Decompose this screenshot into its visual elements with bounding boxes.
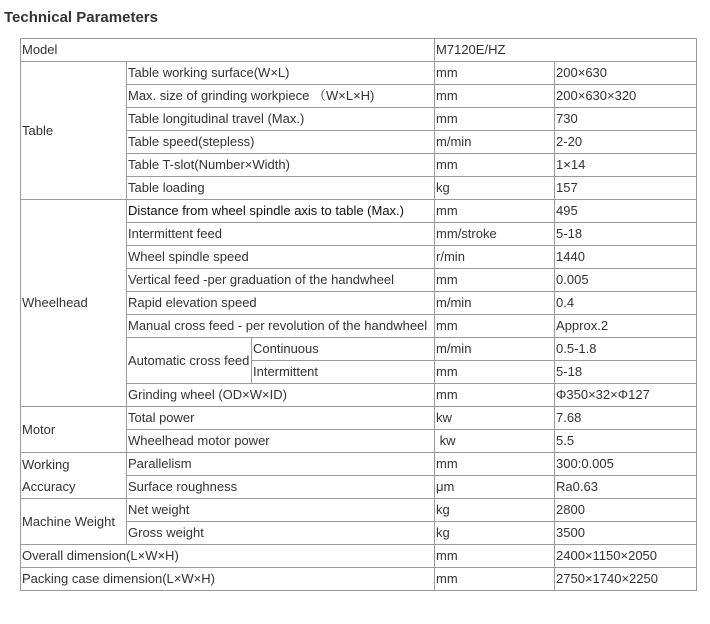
param-unit: r/min <box>435 246 555 269</box>
param-value: 300:0.005 <box>555 453 697 476</box>
param-name: Rapid elevation speed <box>127 292 435 315</box>
param-name: Distance from wheel spindle axis to table (Max.) <box>127 200 435 223</box>
param-value: Φ350×32×Φ127 <box>555 384 697 407</box>
param-value: 3500 <box>555 522 697 545</box>
param-unit: mm <box>435 154 555 177</box>
param-unit: mm <box>435 384 555 407</box>
param-value: 200×630 <box>555 62 697 85</box>
param-unit: m/min <box>435 131 555 154</box>
param-name: Grinding wheel (OD×W×ID) <box>127 384 435 407</box>
param-unit: kg <box>435 522 555 545</box>
model-label: Model <box>21 39 435 62</box>
group-label-motor: Motor <box>21 407 127 453</box>
param-value: 730 <box>555 108 697 131</box>
param-name: Wheel spindle speed <box>127 246 435 269</box>
param-name: Net weight <box>127 499 435 522</box>
param-unit: kw <box>435 430 555 453</box>
table-row <box>21 499 697 522</box>
param-name: Vertical feed -per graduation of the handwheel <box>127 269 435 292</box>
param-unit: mm/stroke <box>435 223 555 246</box>
auto-cross-feed-label: Automatic cross feed <box>127 338 252 384</box>
param-unit: mm <box>435 568 555 591</box>
param-value: 5-18 <box>555 361 697 384</box>
param-unit: mm <box>435 315 555 338</box>
param-subname: Continuous <box>252 338 435 361</box>
param-unit: kg <box>435 499 555 522</box>
param-name: Parallelism <box>127 453 435 476</box>
param-value: 157 <box>555 177 697 200</box>
table-row <box>21 453 697 476</box>
group-label-table: Table <box>21 62 127 200</box>
param-name: Table loading <box>127 177 435 200</box>
table-row <box>21 39 697 62</box>
param-value: 0.4 <box>555 292 697 315</box>
overall-dimension-label: Overall dimension(L×W×H) <box>21 545 435 568</box>
param-unit: mm <box>435 62 555 85</box>
param-value: 200×630×320 <box>555 85 697 108</box>
param-value: Approx.2 <box>555 315 697 338</box>
table-row <box>21 568 697 591</box>
group-label-machine-weight: Machine Weight <box>21 499 127 545</box>
table-row <box>21 407 697 430</box>
table-row <box>21 545 697 568</box>
param-unit: m/min <box>435 292 555 315</box>
param-value: 0.005 <box>555 269 697 292</box>
param-value: 2750×1740×2250 <box>555 568 697 591</box>
param-unit: m/min <box>435 338 555 361</box>
page-title: Technical Parameters <box>4 9 158 26</box>
param-name: Table working surface(W×L) <box>127 62 435 85</box>
param-value: 2-20 <box>555 131 697 154</box>
param-value: 7.68 <box>555 407 697 430</box>
param-value: Ra0.63 <box>555 476 697 499</box>
table-row <box>21 200 697 223</box>
group-label-working-accuracy: Working Accuracy <box>21 453 127 499</box>
param-value: 5-18 <box>555 223 697 246</box>
param-unit: mm <box>435 361 555 384</box>
param-value: 2800 <box>555 499 697 522</box>
table-row <box>21 62 697 85</box>
model-value: M7120E/HZ <box>435 39 697 62</box>
param-value: 5.5 <box>555 430 697 453</box>
param-name: Total power <box>127 407 435 430</box>
param-value: 0.5-1.8 <box>555 338 697 361</box>
param-unit: kw <box>435 407 555 430</box>
technical-parameters-table <box>20 38 697 591</box>
param-unit: mm <box>435 200 555 223</box>
group-label-wheelhead: Wheelhead <box>21 200 127 407</box>
param-unit: kg <box>435 177 555 200</box>
param-value: 2400×1150×2050 <box>555 545 697 568</box>
param-name: Table T-slot(Number×Width) <box>127 154 435 177</box>
param-unit: mm <box>435 545 555 568</box>
param-value: 1×14 <box>555 154 697 177</box>
param-name: Wheelhead motor power <box>127 430 435 453</box>
param-name: Table speed(stepless) <box>127 131 435 154</box>
param-name: Gross weight <box>127 522 435 545</box>
param-name: Surface roughness <box>127 476 435 499</box>
param-unit: mm <box>435 85 555 108</box>
param-name: Manual cross feed - per revolution of the handwheel <box>127 315 435 338</box>
param-name: Intermittent feed <box>127 223 435 246</box>
param-subname: Intermittent <box>252 361 435 384</box>
param-unit: mm <box>435 269 555 292</box>
param-unit: mm <box>435 453 555 476</box>
param-name: Max. size of grinding workpiece （W×L×H) <box>127 85 435 108</box>
param-value: 495 <box>555 200 697 223</box>
param-value: 1440 <box>555 246 697 269</box>
param-name: Table longitudinal travel (Max.) <box>127 108 435 131</box>
param-unit: mm <box>435 108 555 131</box>
packing-dimension-label: Packing case dimension(L×W×H) <box>21 568 435 591</box>
param-unit: μm <box>435 476 555 499</box>
